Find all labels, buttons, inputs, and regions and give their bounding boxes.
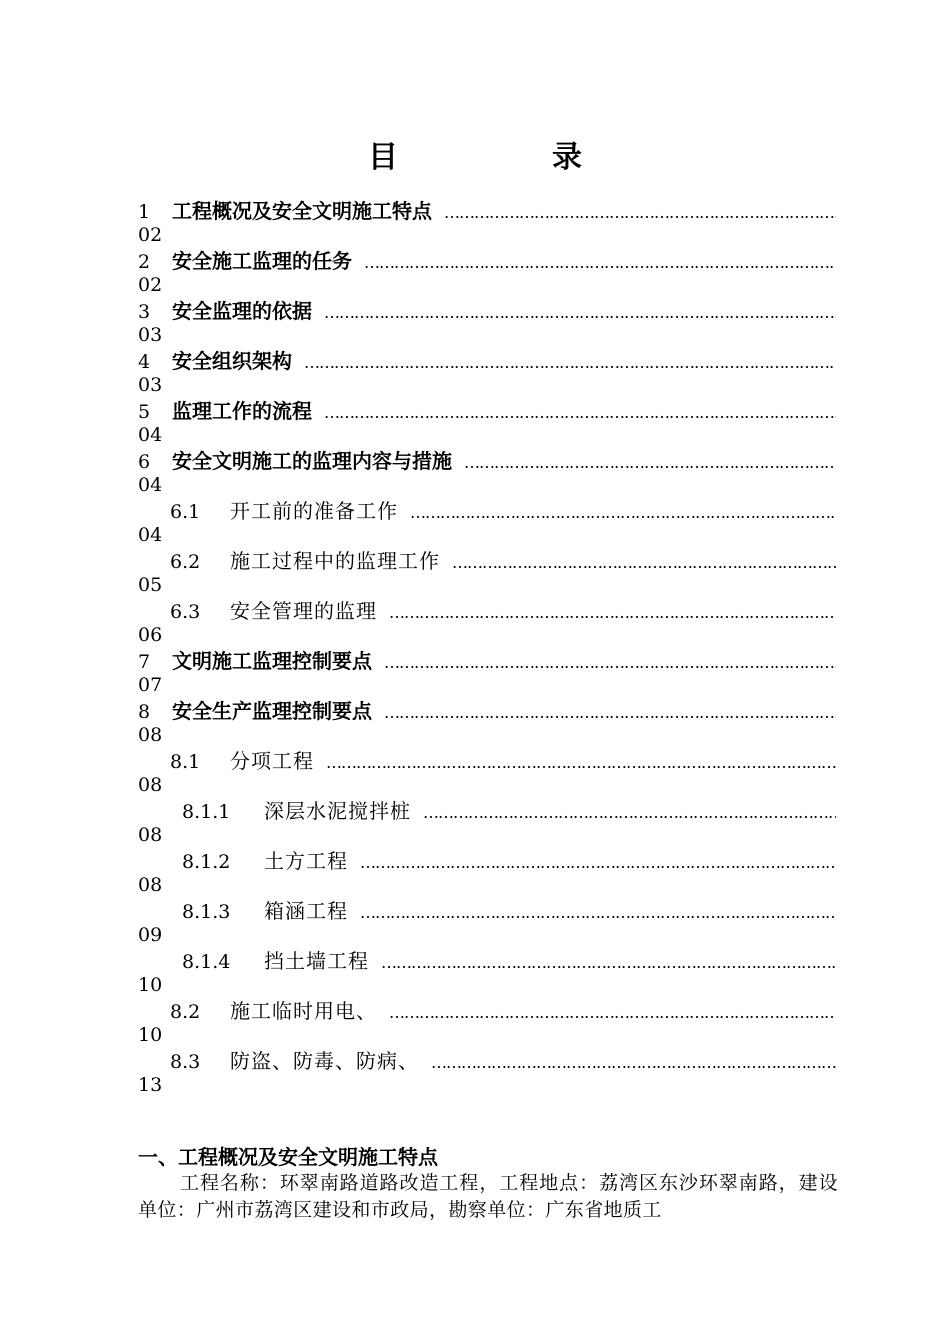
- toc-entry[interactable]: [138, 348, 836, 398]
- toc-entry-label: 安全施工监理的任务: [172, 249, 352, 273]
- toc-entry[interactable]: [138, 448, 836, 498]
- toc-entry-number: 8.1.4: [182, 951, 231, 973]
- toc-entry-label: 安全管理的监理: [230, 599, 377, 623]
- dot-leader: [324, 300, 836, 324]
- toc-entry-label: 深层水泥搅拌桩: [264, 799, 411, 823]
- toc-page-number: 10: [138, 1024, 163, 1046]
- toc-entry[interactable]: [138, 848, 836, 898]
- dot-leader: [389, 600, 836, 624]
- toc-entry[interactable]: [138, 298, 836, 348]
- toc-page-number: 04: [138, 474, 163, 496]
- toc-entry-number: 5: [138, 401, 151, 423]
- dot-leader: [389, 1000, 836, 1024]
- toc-page-number: 04: [138, 424, 163, 446]
- dot-leader: [444, 200, 836, 224]
- dot-leader: [304, 350, 836, 374]
- toc-entry-label: 施工临时用电、: [230, 999, 377, 1023]
- toc-entry-number: 8.1.2: [182, 851, 231, 873]
- toc-entry-label: 安全监理的依据: [172, 299, 312, 323]
- dot-leader: [360, 900, 836, 924]
- dot-leader: [410, 500, 836, 524]
- toc-page-number: 08: [138, 824, 163, 846]
- toc-entry-label: 安全生产监理控制要点: [172, 699, 372, 723]
- toc-entry-number: 1: [138, 201, 151, 223]
- toc-page-number: 02: [138, 274, 163, 296]
- toc-page-number: 08: [138, 774, 163, 796]
- toc-page-number: 03: [138, 324, 163, 346]
- page-title: 目 录: [368, 140, 644, 175]
- toc-entry-number: 8.1: [170, 751, 201, 773]
- toc-entry[interactable]: [138, 548, 836, 598]
- toc-entry-label: 分项工程: [230, 749, 314, 773]
- dot-leader: [384, 700, 836, 724]
- toc-page-number: 08: [138, 874, 163, 896]
- section-heading: 一、工程概况及安全文明施工特点: [138, 1145, 438, 1169]
- dot-leader: [381, 950, 836, 974]
- toc-entry-number: 6: [138, 451, 151, 473]
- toc-entry[interactable]: [138, 798, 836, 848]
- dot-leader: [326, 750, 836, 774]
- table-of-contents: [138, 198, 836, 1098]
- toc-page-number: 03: [138, 374, 163, 396]
- toc-entry-label: 施工过程中的监理工作: [230, 549, 440, 573]
- dot-leader: [452, 550, 836, 574]
- toc-entry[interactable]: [138, 248, 836, 298]
- toc-page-number: 07: [138, 674, 163, 696]
- toc-entry-label: 监理工作的流程: [172, 399, 312, 423]
- toc-page-number: 13: [138, 1074, 163, 1096]
- toc-entry[interactable]: [138, 998, 836, 1048]
- dot-leader: [364, 250, 836, 274]
- toc-entry[interactable]: [138, 398, 836, 448]
- toc-entry[interactable]: [138, 598, 836, 648]
- toc-entry-number: 6.1: [170, 501, 201, 523]
- toc-entry-number: 7: [138, 651, 151, 673]
- toc-entry-number: 8.1.1: [182, 801, 231, 823]
- toc-entry-number: 2: [138, 251, 151, 273]
- toc-page-number: 05: [138, 574, 163, 596]
- dot-leader: [384, 650, 836, 674]
- toc-entry-label: 安全组织架构: [172, 349, 292, 373]
- dot-leader: [431, 1050, 836, 1074]
- toc-entry[interactable]: [138, 198, 836, 248]
- toc-entry[interactable]: [138, 648, 836, 698]
- toc-entry-number: 8.2: [170, 1001, 201, 1023]
- toc-entry-number: 3: [138, 301, 151, 323]
- toc-page-number: 08: [138, 724, 163, 746]
- toc-entry[interactable]: [138, 498, 836, 548]
- toc-entry-number: 6.3: [170, 601, 201, 623]
- toc-entry[interactable]: [138, 948, 836, 998]
- toc-entry-label: 开工前的准备工作: [230, 499, 398, 523]
- toc-entry-number: 4: [138, 351, 151, 373]
- toc-entry-label: 防盗、防毒、防病、: [230, 1049, 419, 1073]
- toc-entry-number: 8.3: [170, 1051, 201, 1073]
- toc-entry-label: 土方工程: [264, 849, 348, 873]
- toc-entry-label: 挡土墙工程: [264, 949, 369, 973]
- toc-entry[interactable]: [138, 1048, 836, 1098]
- toc-entry[interactable]: [138, 698, 836, 748]
- toc-entry[interactable]: [138, 898, 836, 948]
- toc-entry[interactable]: [138, 748, 836, 798]
- toc-page-number: 06: [138, 624, 163, 646]
- toc-page-number: 09: [138, 924, 163, 946]
- body-paragraph: 工程名称：环翠南路道路改造工程，工程地点：荔湾区东沙环翠南路，建设单位：广州市荔湾区建设和市政局，勘察单位：广东省地质工: [138, 1172, 838, 1221]
- dot-leader: [423, 800, 836, 824]
- toc-entry-number: 8.1.3: [182, 901, 231, 923]
- toc-entry-label: 工程概况及安全文明施工特点: [172, 199, 432, 223]
- toc-entry-number: 8: [138, 701, 151, 723]
- dot-leader: [464, 450, 836, 474]
- toc-page-number: 04: [138, 524, 163, 546]
- toc-entry-number: 6.2: [170, 551, 201, 573]
- dot-leader: [324, 400, 836, 424]
- toc-entry-label: 安全文明施工的监理内容与措施: [172, 449, 452, 473]
- dot-leader: [360, 850, 836, 874]
- toc-entry-label: 文明施工监理控制要点: [172, 649, 372, 673]
- toc-page-number: 10: [138, 974, 163, 996]
- toc-entry-label: 箱涵工程: [264, 899, 348, 923]
- toc-page-number: 02: [138, 224, 163, 246]
